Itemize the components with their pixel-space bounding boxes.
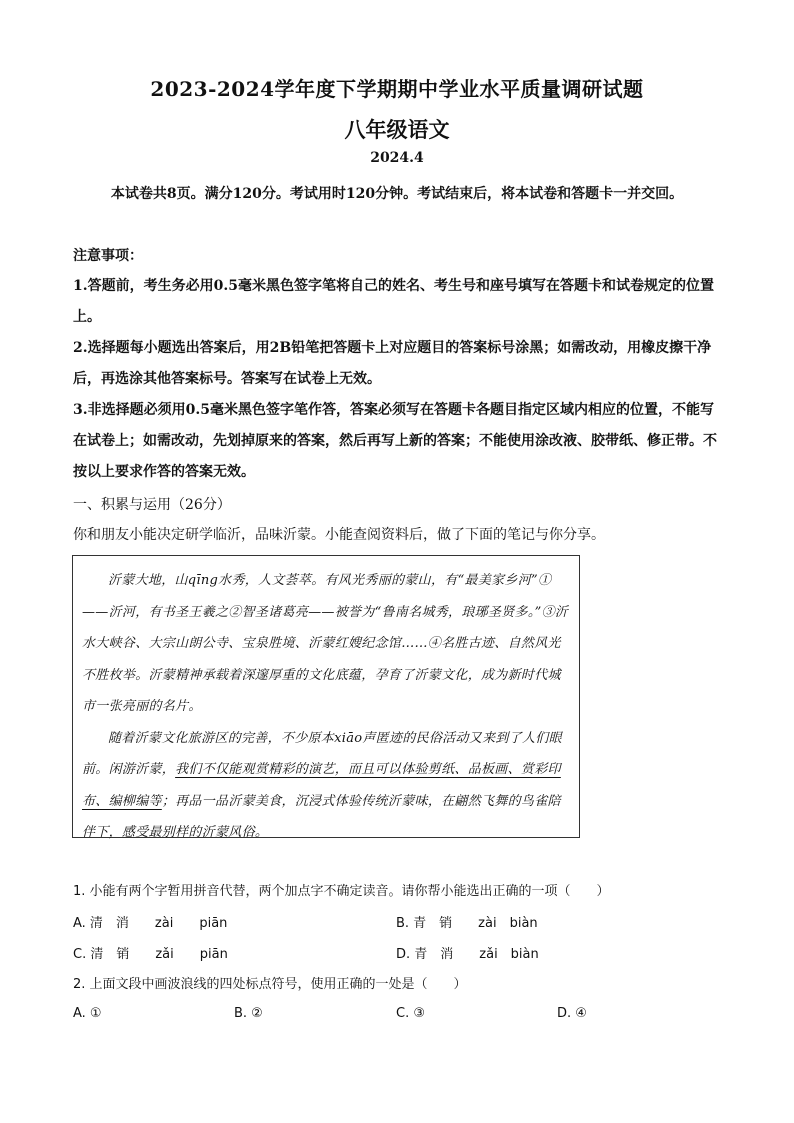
- exam-intro: 本试卷共8页。满分120分。考试用时120分钟。考试结束后，将本试卷和答题卡一并交回。: [110, 186, 684, 202]
- question-1-option-c[interactable]: C. 清 销 zǎi piān: [73, 947, 228, 962]
- notice-item-2: 2.选择题每小题选出答案后，用2B铅笔把答题卡上对应题目的答案标号涂黑；如需改动，用橡皮擦干净后，再选涂其他答案标号。答案写在试卷上无效。: [73, 340, 712, 387]
- question-1-stem: 1. 小能有两个字暂用拼音代替，两个加点字不确定读音。请你帮小能选出正确的一项（ ）: [73, 884, 610, 899]
- passage-box: [72, 555, 580, 838]
- question-1-option-d[interactable]: D. 青 消 zǎi biàn: [396, 947, 539, 962]
- passage-paragraph-1: 沂蒙大地，山qīng水秀，人文荟萃。有风光秀丽的蒙山，有“最美家乡河”①——沂河，有书圣王羲之②智圣诸葛亮——被誉为“鲁南名城秀，琅琊圣贤多。”③沂水大峡谷、大宗山朗公寺、宝泉胜境、沂蒙红嫂纪念馆……④名胜古迹、自然风光不胜枚举。沂蒙精神承载着深邃厚重的文化底蕴，孕育了沂蒙文化，成为新时代城市一张亮丽的名片。: [82, 573, 569, 714]
- section-heading: 一、积累与运用（26分）: [73, 497, 231, 513]
- passage-text: [82, 565, 572, 849]
- notice-item-1: 1.答题前，考生务必用0.5毫米黑色签字笔将自己的姓名、考生号和座号填写在答题卡和试卷规定的位置上。: [73, 278, 714, 325]
- question-2-stem: 2. 上面文段中画波浪线的四处标点符号，使用正确的一处是（ ）: [73, 977, 467, 992]
- question-1-option-b[interactable]: B. 青 销 zài biàn: [396, 916, 538, 931]
- notice-heading: 注意事项：: [73, 248, 143, 264]
- question-1-option-a[interactable]: A. 清 消 zài piān: [73, 916, 228, 931]
- passage-paragraph-2: [82, 723, 572, 849]
- notice-item-3: 3.非选择题必须用0.5毫米黑色签字笔作答，答案必须写在答题卡各题目指定区域内相应的位置，不能写在试卷上；如需改动，先划掉原来的答案，然后再写上新的答案；不能使用涂改液、胶带纸、修正带。不按以上要求作答的答案无效。: [73, 402, 717, 480]
- question-2-option-b[interactable]: B. ②: [234, 1006, 263, 1021]
- exam-date: 2024.4: [370, 150, 424, 166]
- section-lead: 你和朋友小能决定研学临沂，品味沂蒙。小能查阅资料后，做了下面的笔记与你分享。: [73, 527, 605, 543]
- subject-title: 八年级语文: [344, 117, 450, 142]
- question-2-option-a[interactable]: A. ①: [73, 1006, 102, 1021]
- passage-paragraph-2-end: ；再品一品沂蒙美食，沉浸式体验传统沂蒙味，在翩然飞舞的鸟雀陪伴下，感受最别样的沂蒙风俗。: [82, 793, 561, 840]
- question-2-option-c[interactable]: C. ③: [396, 1006, 425, 1021]
- exam-title: 2023-2024学年度下学期期中学业水平质量调研试题: [150, 77, 644, 101]
- question-2-option-d[interactable]: D. ④: [557, 1006, 587, 1021]
- passage-paragraph-2-start: 随着沂蒙文化旅游区的完善，不少原本xiāo声匿迹的民俗活动又来到了人们眼前。闲游沂蒙，: [82, 730, 562, 777]
- passage-underlined-sentence: 我们不仅能观赏精彩的演艺，而且可以体验剪纸、品板画、赏彩印布、编柳编等: [82, 762, 561, 809]
